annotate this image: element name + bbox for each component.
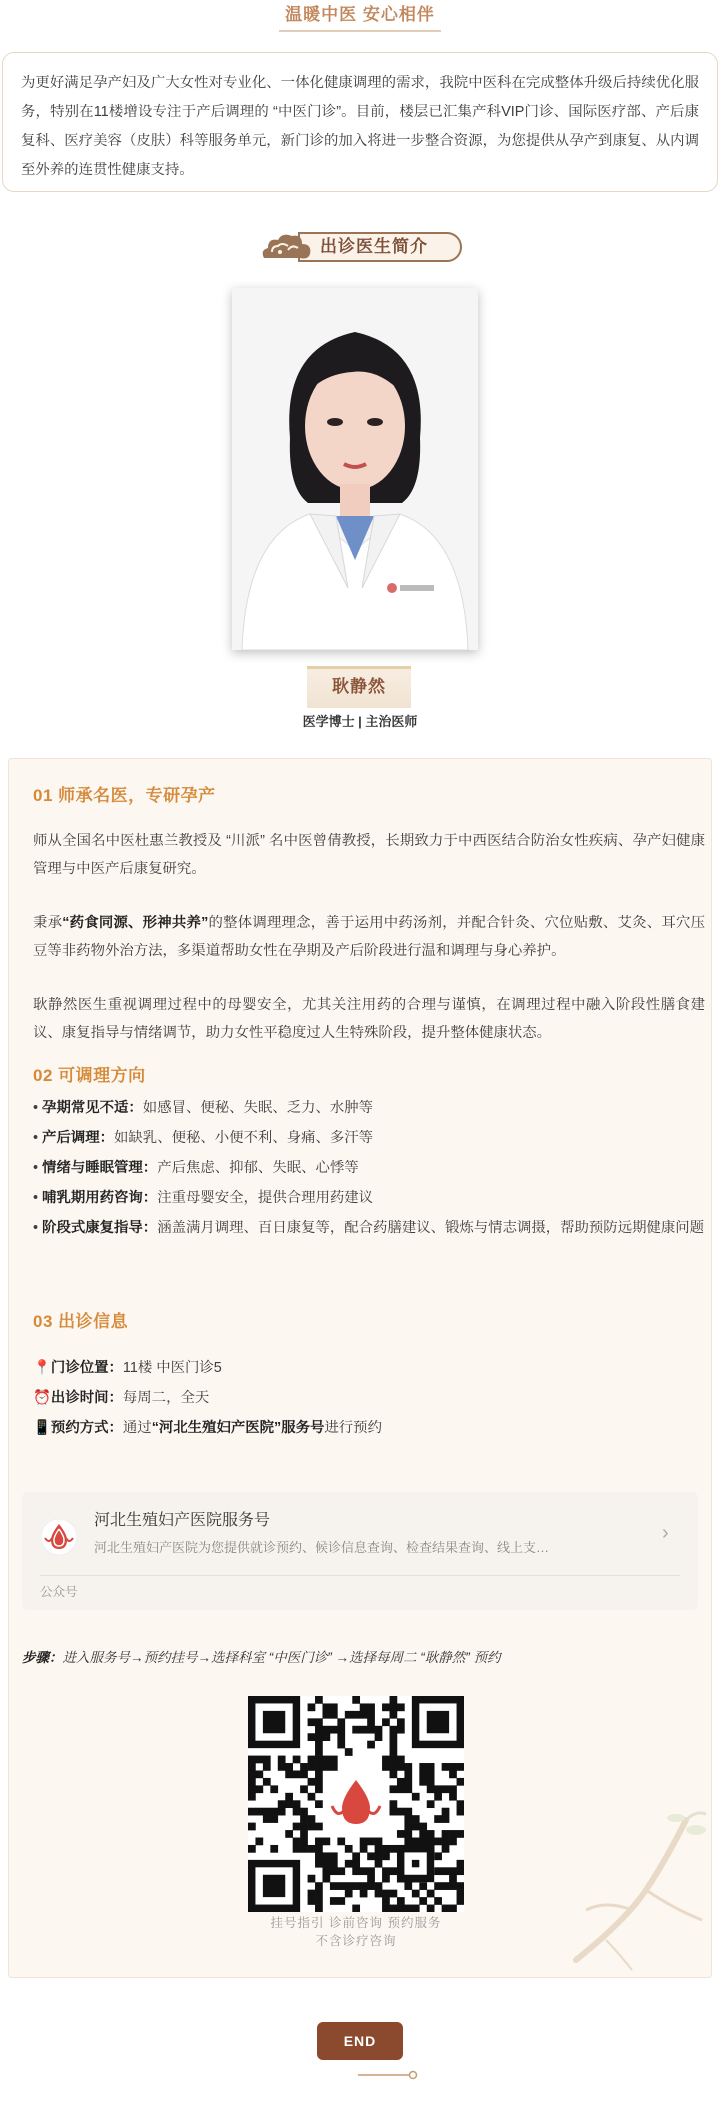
list-item: • 产后调理：如缺乳、便秘、小便不利、身痛、多汗等 — [33, 1130, 374, 1146]
list-item: • 阶段式康复指导：涵盖满月调理、百日康复等，配合药膳建议、锻炼与情志调摄，帮助预防远期健康问题 — [33, 1220, 705, 1236]
doctor-credentials: 医学博士 | 主治医师 — [302, 714, 418, 729]
p2-emphasis: “药食同源、形神共养” — [62, 915, 209, 931]
list-item: • 孕期常见不适：如感冒、便秘、失眠、乏力、水肿等 — [33, 1100, 374, 1116]
section-1-paragraph-3: 耿静然医生重视调理过程中的母婴安全，尤其关注用药的合理与谨慎，在调理过程中融入阶段性膳食建议、康复指导与情绪调节，助力女性平稳度过人生特殊阶段，提升整体健康状态。 — [33, 997, 705, 1041]
section-heading-3: 03 出诊信息 — [33, 1312, 129, 1331]
page-title: 温暖中医 安心相伴 — [279, 0, 441, 32]
account-type: 公众号 — [40, 1585, 78, 1599]
section-1-paragraph-1: 师从全国名中医杜惠兰教授及 “川派” 名中医曾倩教授，长期致力于中西医结合防治女性疾病、孕产妇健康管理与中医产后康复研究。 — [33, 833, 705, 877]
phone-icon: 📱 — [33, 1420, 51, 1436]
clinic-location — [33, 1355, 222, 1381]
end-badge: END — [317, 2022, 403, 2060]
qr-code[interactable] — [248, 1696, 464, 1912]
doctor-photo — [232, 288, 478, 650]
time-label: 出诊时间： — [50, 1390, 123, 1406]
qr-caption — [248, 1914, 464, 1950]
qr-caption-line-2: 不含诊疗咨询 — [315, 1934, 397, 1948]
time-value: 每周二，全天 — [122, 1390, 210, 1406]
list-item: • 情绪与睡眠管理：产后焦虑、抑郁、失眠、心悸等 — [33, 1160, 359, 1176]
booking-method — [33, 1415, 382, 1441]
location-label: 门诊位置： — [50, 1360, 123, 1376]
clinic-time — [33, 1385, 209, 1411]
booking-suffix: 进行预约 — [324, 1420, 382, 1436]
doctor-name-card — [307, 666, 411, 708]
p2-prefix: 秉承 — [33, 915, 63, 931]
ginseng-illustration — [536, 1800, 712, 1976]
section-1-paragraph-2 — [33, 909, 705, 965]
list-item-label: 阶段式康复指导： — [42, 1220, 158, 1236]
list-item-label: 产后调理： — [42, 1130, 115, 1146]
official-account-card[interactable] — [22, 1492, 698, 1610]
alarm-clock-icon: ⏰ — [33, 1390, 51, 1406]
qr-caption-line-1: 挂号指引 诊前咨询 预约服务 — [270, 1916, 442, 1930]
auspicious-cloud-icon — [258, 228, 316, 266]
p2-suffix: 的整体调理理念，善于运用中药汤剂，并配合针灸、穴位贴敷、艾灸、耳穴压豆等非药物外治方法，多渠道帮助女性在孕期及产后阶段进行温和调理与身心养护。 — [33, 915, 705, 959]
section-heading-1: 01 师承名医，专研孕产 — [33, 786, 216, 805]
list-item-text: 如缺乳、便秘、小便不利、身痛、多汗等 — [114, 1130, 374, 1146]
list-item-text: 产后焦虑、抑郁、失眠、心悸等 — [157, 1160, 359, 1176]
intro-box — [2, 52, 718, 192]
page-header — [0, 0, 720, 34]
steps-text: 进入服务号→预约挂号→选择科室 “中医门诊” →选择每周二 “耿静然” 预约 — [62, 1650, 501, 1665]
location-value: 11楼 中医门诊5 — [122, 1360, 222, 1376]
booking-account: “河北生殖妇产医院”服务号 — [151, 1420, 325, 1436]
booking-prefix: 通过 — [122, 1420, 152, 1436]
doctor-section-title: 出诊医生简介 — [320, 237, 428, 256]
list-item: • 哺乳期用药咨询：注重母婴安全，提供合理用药建议 — [33, 1190, 374, 1206]
list-item-text: 涵盖满月调理、百日康复等，配合药膳建议、锻炼与情志调摄，帮助预防远期健康问题 — [157, 1220, 705, 1236]
doctor-section-banner — [258, 226, 462, 266]
intro-text: 为更好满足孕产妇及广大女性对专业化、一体化健康调理的需求，我院中医科在完成整体升级后持续优化服务，特别在11楼增设专注于产后调理的 “中医门诊”。目前，楼层已汇集产科VIP门诊、国际医疗部、产后康复科、医疗美容（皮肤）科等服务单元，新门诊的加入将进一步整合资源，为您提供从孕产到康复、从内调至外养的连贯性健康支持。 — [21, 75, 699, 178]
divider — [40, 1575, 680, 1576]
hospital-logo-icon — [40, 1518, 78, 1556]
section-heading-2: 02 可调理方向 — [33, 1066, 146, 1085]
steps-label: 步骤： — [22, 1650, 63, 1665]
pin-icon: 📍 — [33, 1360, 51, 1376]
list-item-text: 如感冒、便秘、失眠、乏力、水肿等 — [142, 1100, 374, 1116]
account-name: 河北生殖妇产医院服务号 — [94, 1512, 271, 1529]
account-description: 河北生殖妇产医院为您提供就诊预约、候诊信息查询、检查结果查询、线上支… — [94, 1540, 550, 1555]
list-item-text: 注重母婴安全，提供合理用药建议 — [157, 1190, 374, 1206]
doctor-name: 耿静然 — [332, 677, 386, 696]
booking-steps — [22, 1648, 501, 1668]
list-item-label: 哺乳期用药咨询： — [42, 1190, 158, 1206]
list-item-label: 孕期常见不适： — [42, 1100, 143, 1116]
booking-label: 预约方式： — [50, 1420, 123, 1436]
chevron-right-icon: › — [662, 1522, 669, 1544]
list-item-label: 情绪与睡眠管理： — [42, 1160, 158, 1176]
end-decoration — [358, 2070, 418, 2080]
